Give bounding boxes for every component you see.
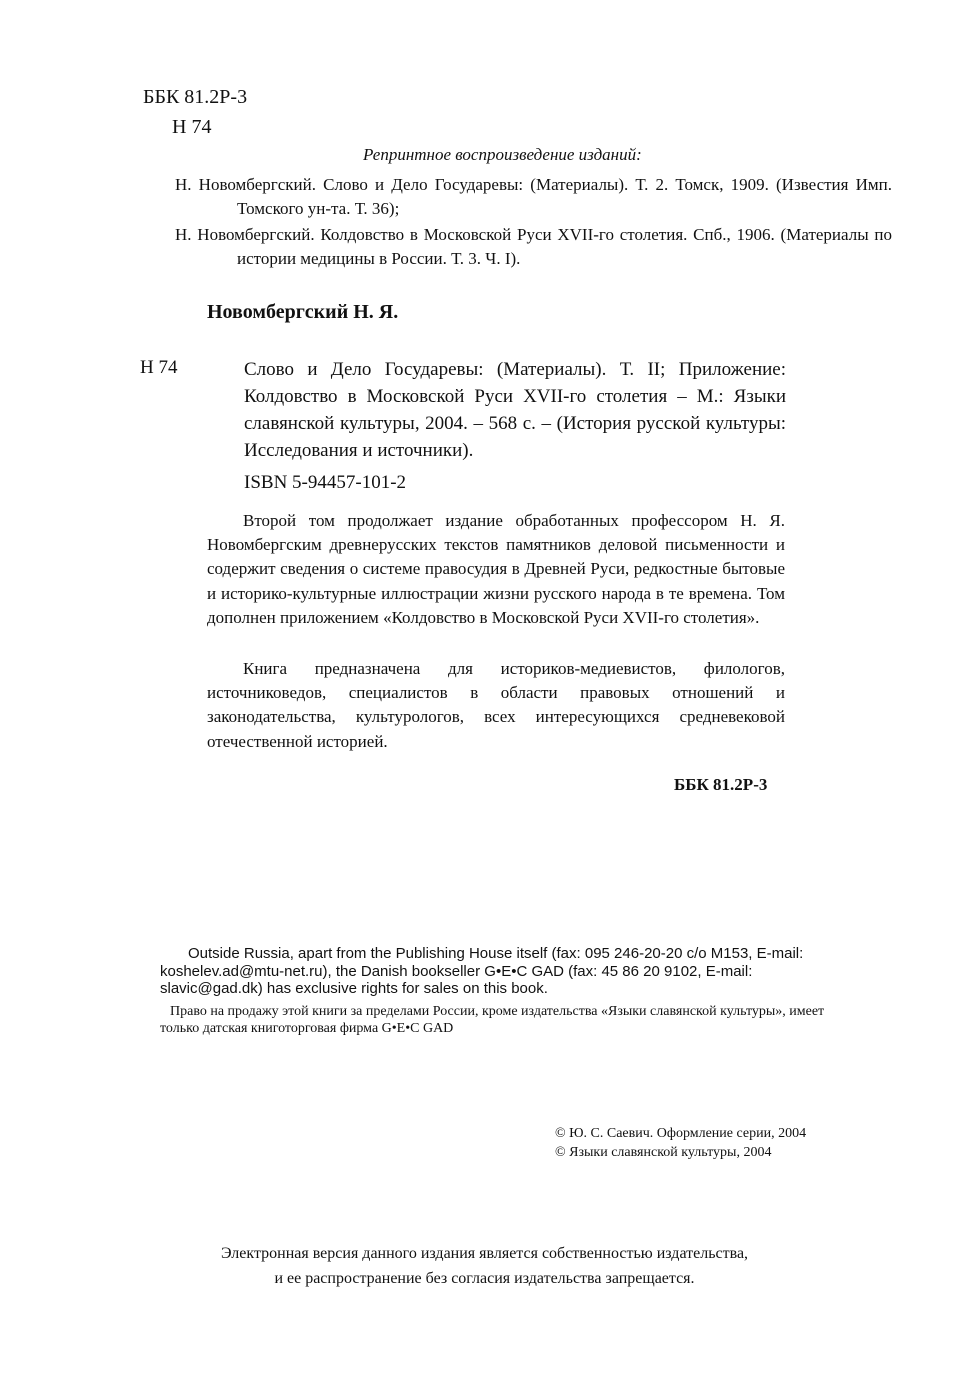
reprint-source-1: Н. Новомбергский. Слово и Дело Государевы: (Материалы). Т. 2. Томск, 1909. (Известия Имп. Томского ун-та. Т. 36); bbox=[175, 175, 892, 218]
book-author: Новомбергский Н. Я. bbox=[207, 301, 399, 323]
record-author-mark: Н 74 bbox=[140, 357, 178, 378]
annotation-paragraph-2: Книга предназначена для историков-медиевистов, филологов, источниковедов, специалистов в области правовых отношений и законодательства, культурологов, всех интересующихся средневековой отечественной историей. bbox=[207, 659, 785, 751]
reprint-heading: Репринтное воспроизведение изданий: bbox=[363, 145, 642, 164]
distribution-rights-russian: Право на продажу этой книги за пределами России, кроме издательства «Языки славянской культуры», имеет только датская книготорговая фирма G•E•C GAD bbox=[160, 1004, 825, 1036]
distribution-rights-english: Outside Russia, apart from the Publishing House itself (fax: 095 246-20-20 c/o M153, E-mail: koshelev.ad@mtu-net.ru), the Danish bookseller G•E•C GAD (fax: 45 86 20 9102, E-mail: slavic@gad.dk) has exclusive rights for sales on this book. bbox=[160, 945, 804, 997]
annotation-paragraph-1: Второй том продолжает издание обработанных профессором Н. Я. Новомбергским древнерусских текстов памятников деловой письменности и содержит сведения о системе правосудия в Древней Руси, редкостные бытовые и историко-культурные иллюстрации жизни русского народа в те времена. Том дополнен приложением «Колдовство в Московской Руси XVII-го столетия». bbox=[207, 511, 785, 627]
electronic-notice-line-2: и ее распространение без согласия издательства запрещается. bbox=[274, 1270, 695, 1287]
reprint-source-2: Н. Новомбергский. Колдовство в Московской Руси XVII-го столетия. Спб., 1906. (Материалы по истории медицины в России. Т. 3. Ч. I). bbox=[175, 225, 892, 268]
isbn: ISBN 5-94457-101-2 bbox=[244, 472, 407, 493]
bbk-code-bottom: ББК 81.2Р-3 bbox=[674, 775, 768, 794]
copyright-line-1: © Ю. С. Саевич. Оформление серии, 2004 bbox=[555, 1126, 807, 1141]
author-mark: Н 74 bbox=[172, 116, 212, 138]
electronic-notice-line-1: Электронная версия данного издания является собственностью издательства, bbox=[220, 1245, 749, 1262]
bibliographic-description: Слово и Дело Государевы: (Материалы). Т. II; Приложение: Колдовство в Московской Руси XVII-го столетия – М.: Языки славянской культуры, 2004. – 568 с. – (История русской культуры: Исследования и источники). bbox=[244, 359, 786, 461]
copyright-line-2: © Языки славянской культуры, 2004 bbox=[555, 1145, 772, 1160]
bbk-code: ББК 81.2Р-3 bbox=[143, 86, 248, 108]
